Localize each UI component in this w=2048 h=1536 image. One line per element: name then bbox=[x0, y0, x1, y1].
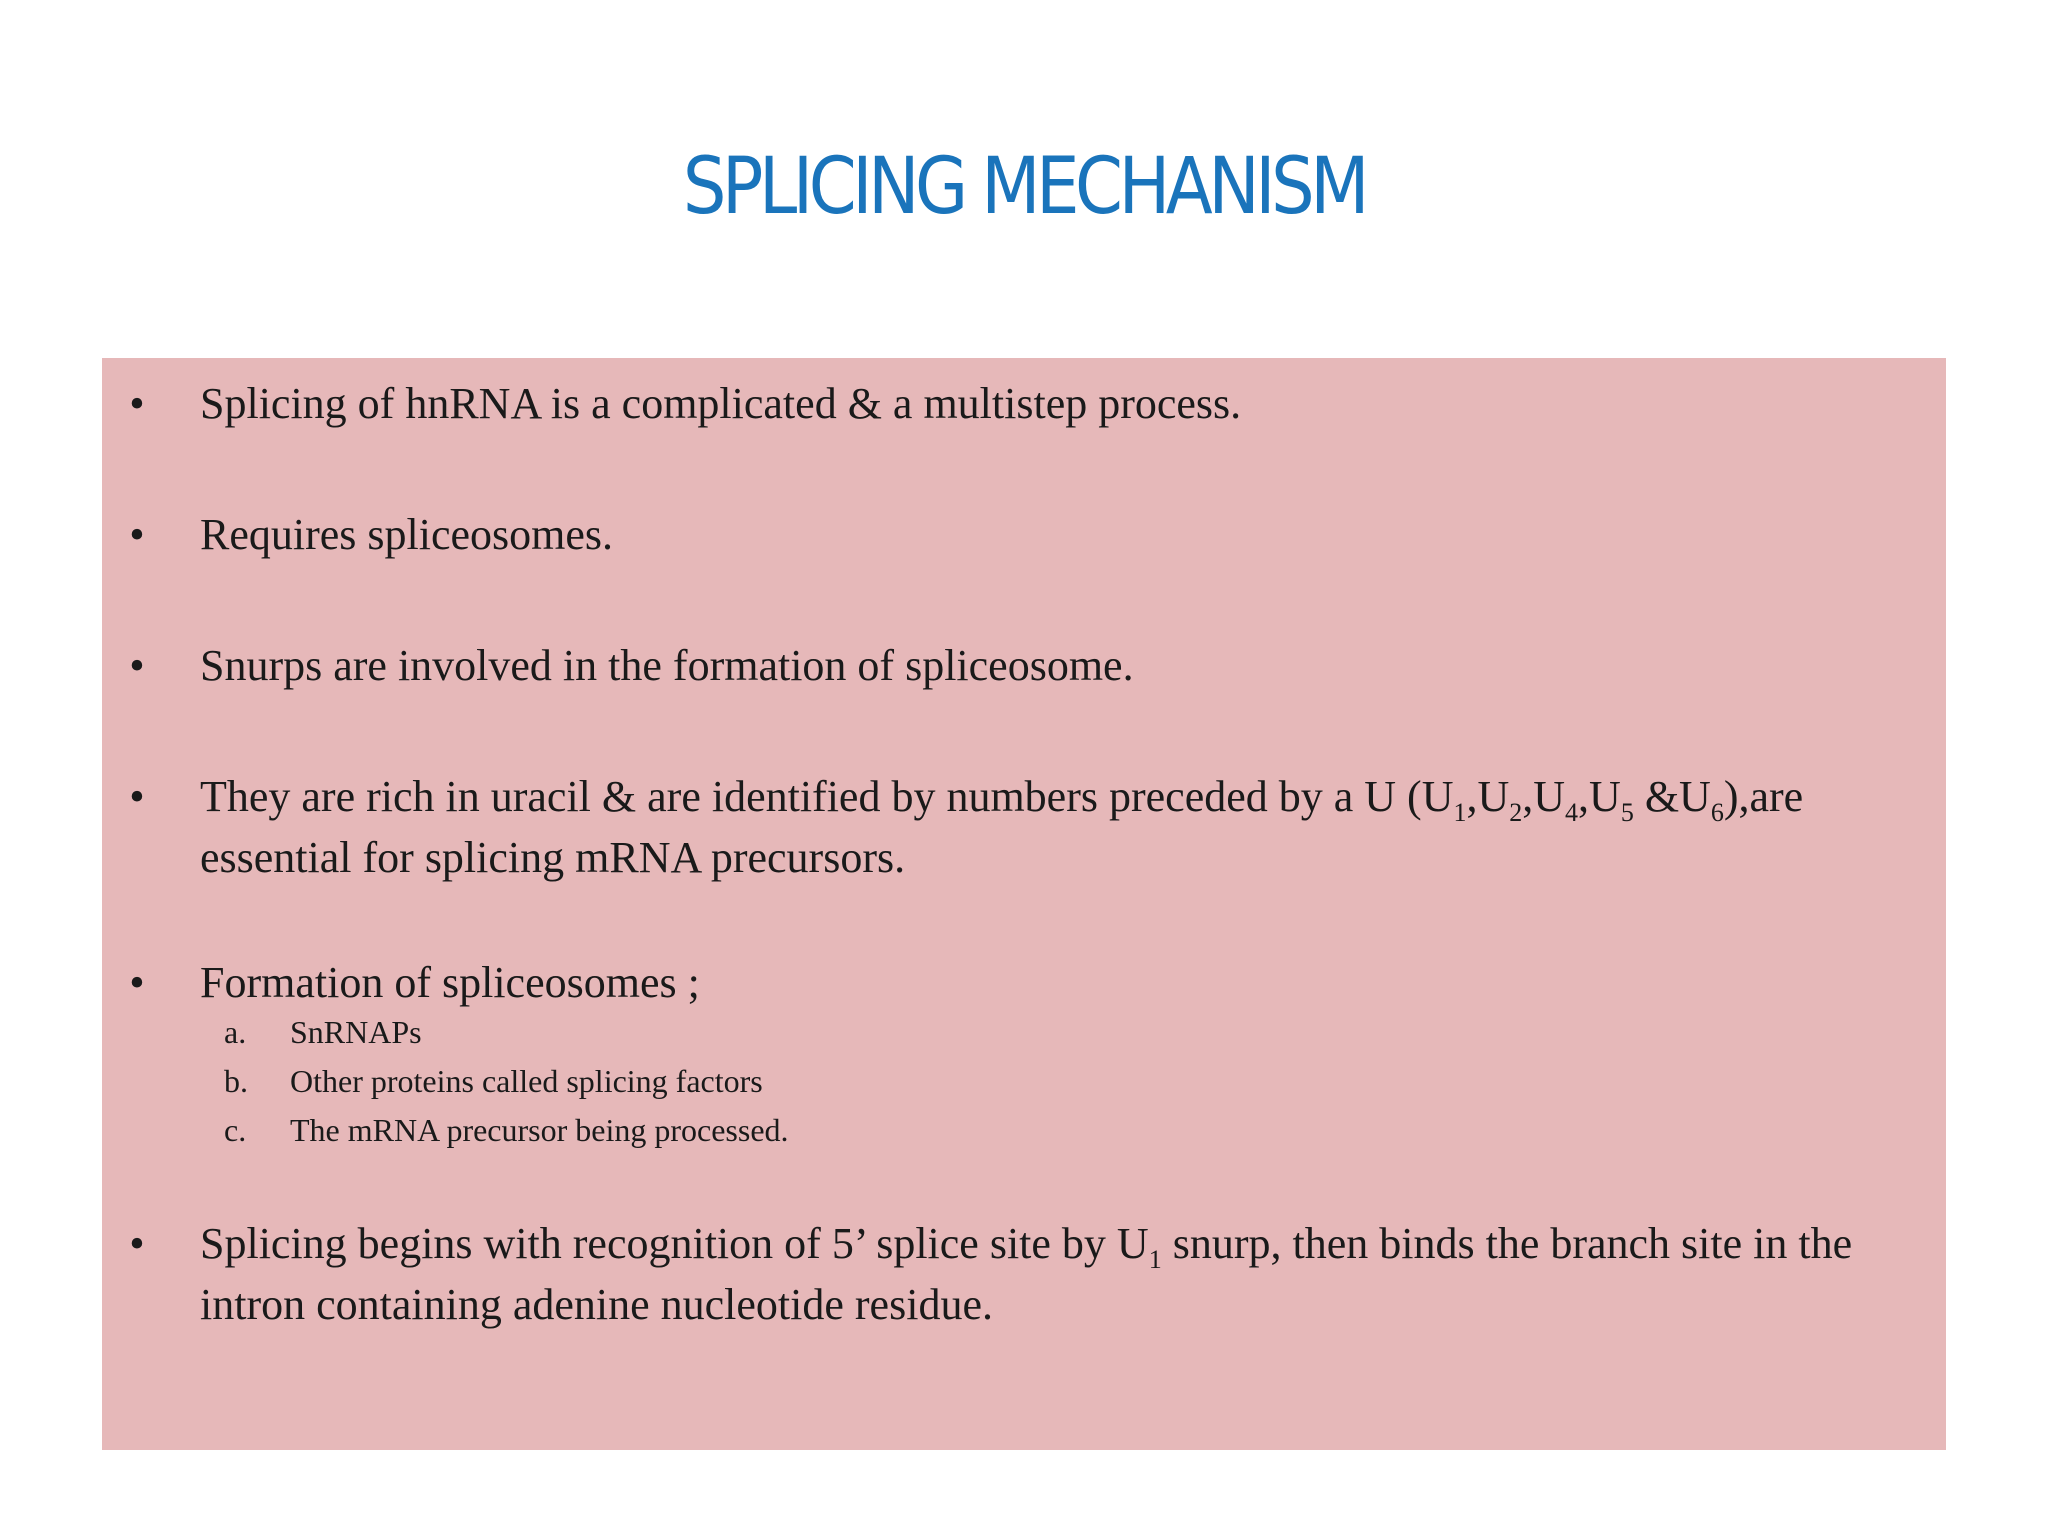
bullet-marker: • bbox=[129, 1219, 145, 1268]
sub-list-text: The mRNA precursor being processed. bbox=[290, 1112, 789, 1148]
bullet-marker: • bbox=[129, 379, 145, 428]
bullet-marker: • bbox=[129, 958, 145, 1007]
slide-title: SPLICING MECHANISM bbox=[682, 142, 1366, 232]
bullet-text: Formation of spliceosomes ; bbox=[200, 958, 700, 1007]
bullet-marker: • bbox=[129, 510, 145, 559]
bullet-line: Splicing begins with recognition of 5’ splice site by $U_1$ snurp, then binds the branch site in the bbox=[200, 1219, 1853, 1274]
sub-list-marker: c. bbox=[224, 1112, 247, 1148]
bullet-text: Requires spliceosomes. bbox=[200, 510, 614, 559]
content-box bbox=[102, 358, 1946, 1450]
bullet-text: Snurps are involved in the formation of spliceosome. bbox=[200, 641, 1134, 690]
bullet-marker: • bbox=[129, 772, 145, 821]
bullet-text: Splicing of hnRNA is a complicated & a multistep process. bbox=[200, 379, 1242, 428]
sub-list-marker: a. bbox=[224, 1014, 247, 1050]
bullet-marker: • bbox=[129, 641, 145, 690]
bullet-line: essential for splicing mRNA precursors. bbox=[200, 833, 906, 882]
bullet-line: They are rich in uracil & are identified by numbers preceded by a U ($U_1,U_2,U_4,U_5$ $\&U_6),are$ bbox=[200, 772, 1804, 827]
bullet-line: intron containing adenine nucleotide residue. bbox=[200, 1280, 993, 1329]
bullet-text bbox=[200, 769, 1940, 885]
sub-list-marker: b. bbox=[224, 1063, 248, 1099]
sub-list-text: Other proteins called splicing factors bbox=[290, 1063, 763, 1099]
bullet-text bbox=[200, 1216, 1940, 1332]
sub-list-text: SnRNAPs bbox=[290, 1014, 422, 1050]
